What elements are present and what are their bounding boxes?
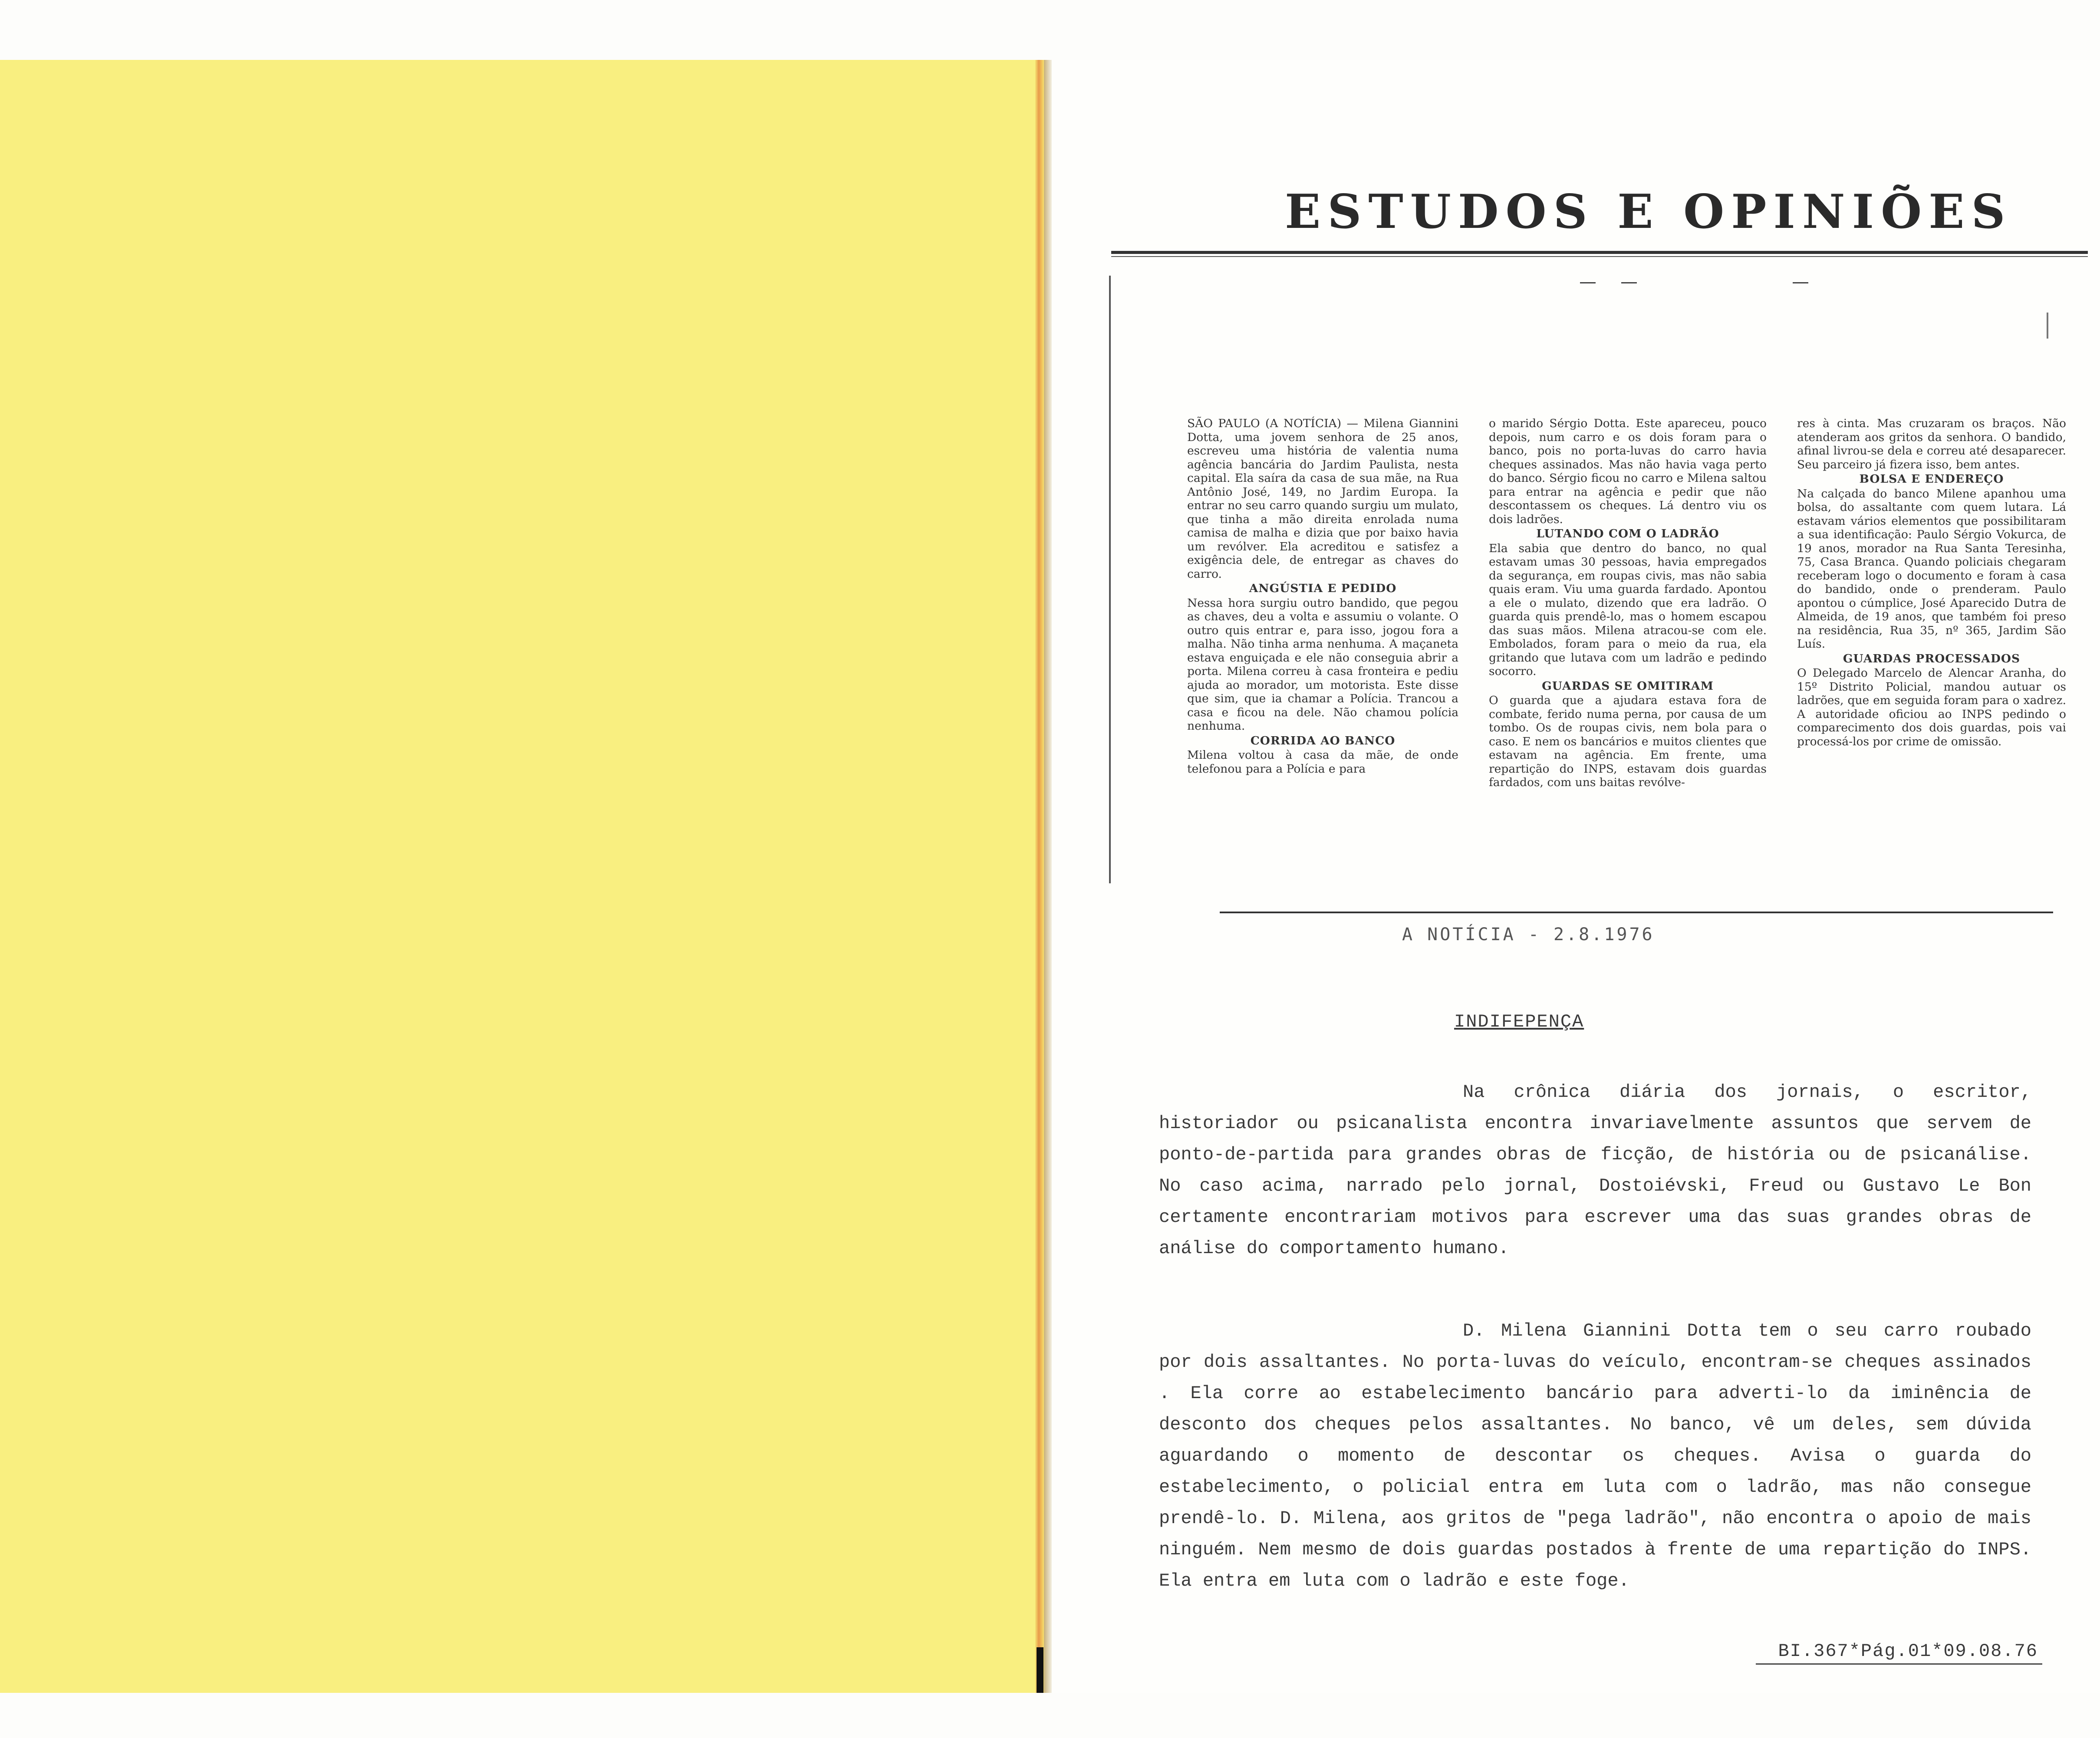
clipping-subheading: LUTANDO COM O LADRÃO: [1536, 527, 1719, 540]
essay-title: INDIFEPENÇA: [1454, 1011, 1584, 1032]
clipping-paragraph: O Delegado Marcelo de Alencar Aranha, do 15º Distrito Policial, mandou autuar os ladrões, que em seguida foram para o xadrez. A autoridade oficiou ao INPS pedindo o comparecimento dos dois guardas, pois vai processá-los por crime de omissão.: [1797, 666, 2066, 748]
clipping-frame-line: [1109, 276, 1111, 883]
essay-paragraph-2: D. Milena Giannini Dotta tem o seu carro roubado por dois assaltantes. No porta-luvas do veículo, encontram-se cheques assinados . Ela corre ao estabelecimento bancário para adverti-lo da iminência de desconto dos cheques pelos assaltantes. No banco, vê um deles, sem dúvida aguardando o momento de descontar os cheques. Avisa o guarda do estabelecimento, o policial entra em luta com o ladrão, mas não consegue prendê-lo. D. Milena, aos gritos de "pega ladrão", não encontra o apoio de mais ninguém. Nem mesmo de dois guardas postados à frente de uma repartição do INPS. Ela entra em luta com o ladrão e este foge.: [1159, 1320, 2031, 1591]
essay-paragraph-1: Na crônica diária dos jornais, o escritor, historiador ou psicanalista encontra invariavelmente assuntos que servem de ponto-de-partida para grandes obras de ficção, de história ou de psicanálise. No caso acima, narrado pelo jornal, Dostoiévski, Freud ou Gustavo Le Bon certamente encontrariam motivos para escrever uma das suas grandes obras de análise do comportamento humano.: [1159, 1082, 2031, 1259]
clipping-source: A NOTÍCIA - 2.8.1976: [1402, 925, 1655, 945]
binding-shadow: [1044, 60, 1052, 1693]
clipping-paragraph: Nessa hora surgiu outro bandido, que pegou as chaves, deu a volta e assumiu o volante. O outro quis entrar e, para isso, jogou fora a malha. Não tinha arma nenhuma. A maçaneta estava enguiçada e ele não conseguia abrir a porta. Milena correu à casa fronteira e pediu ajuda ao morador, um motorista. Este disse que sim, que ia chamar a Polícia. Trancou a casa e ficou na dele. Não chamou polícia nenhuma.: [1187, 596, 1458, 733]
clipping-paragraph: O guarda que a ajudara estava fora de combate, ferido numa perna, por causa de um tombo. Os de roupas civis, nem bola para o caso. E nem os bancários e muitos clientes que estavam na agência. Em frente, uma repartição do INPS, estavam dois guardas fardados, com uns baitas revólve-: [1489, 694, 1767, 789]
clipping-subheading: BOLSA E ENDEREÇO: [1859, 472, 2004, 486]
header-rule-thin: [1111, 256, 2088, 257]
clipping-subheading: ANGÚSTIA E PEDIDO: [1249, 582, 1397, 595]
clipping-dash: [1621, 282, 1637, 283]
clipping-column-1: [1187, 417, 1458, 885]
clipping-frame-tick: [2047, 313, 2048, 339]
clipping-paragraph: res à cinta. Mas cruzaram os braços. Não atenderam aos gritos da senhora. O bandido, afinal livrou-se dela e correu até desaparecer. Seu parceiro já fizera isso, bem antes.: [1797, 417, 2066, 471]
yellow-blank-page: [0, 60, 1042, 1693]
newspaper-clipping: [1187, 417, 2066, 885]
header-rule: [1111, 251, 2088, 254]
clipping-dash: [1580, 282, 1596, 283]
clipping-dash: [1793, 282, 1808, 283]
clipping-subheading: GUARDAS SE OMITIRAM: [1542, 679, 1714, 693]
clipping-subheading: GUARDAS PROCESSADOS: [1843, 652, 2021, 665]
page-edge: [1035, 60, 1044, 1693]
clipping-subheading: CORRIDA AO BANCO: [1250, 734, 1396, 747]
clipping-column-3: [1797, 417, 2066, 885]
clipping-paragraph: SÃO PAULO (A NOTÍCIA) — Milena Giannini Dotta, uma jovem senhora de 25 anos, escreveu uma história de valentia numa agência bancária do Jardim Paulista, nesta capital. Ela saíra da casa de sua mãe, na Rua Antônio José, 149, no Jardim Europa. Ia entrar no seu carro quando surgiu um mulato, que tinha a mão direita enrolada numa camisa de malha e dizia que por baixo havia um revólver. Ela acreditou e satisfez a exigência dele, de entregar as chaves do carro.: [1187, 417, 1458, 581]
clipping-paragraph: Na calçada do banco Milene apanhou uma bolsa, do assaltante com quem lutara. Lá estavam vários elementos que possibilitaram a sua identificação: Paulo Sérgio Vokurca, de 19 anos, morador na Rua Santa Teresinha, 75, Casa Branca. Quando policiais chegaram receberam logo o documento e foram à casa do bandido, onde o prenderam. Paulo apontou o cúmplice, José Aparecido Dutra de Almeida, de 19 anos, que também foi preso na residência, Rua 35, nº 365, Jardim São Luís.: [1797, 487, 2066, 651]
binding-clip: [1037, 1647, 1043, 1693]
document-reference: BI.367*Pág.01*09.08.76: [1778, 1641, 2038, 1662]
clipping-paragraph: Ela sabia que dentro do banco, no qual estavam umas 30 pessoas, havia empregados da segurança, em roupas civis, mas não sabia quais eram. Viu uma guarda fardado. Apontou a ele o mulato, dizendo que era ladrão. O guarda quis prendê-lo, mas o homem escapou das suas mãos. Milena atracou-se com ele. Embolados, foram para o meio da rua, ela gritando que lutava com um ladrão e pedindo socorro.: [1489, 541, 1767, 678]
page-header-title: ESTUDOS E OPINIÕES: [1285, 184, 2012, 239]
clipping-bottom-rule: [1220, 912, 2053, 913]
clipping-paragraph: o marido Sérgio Dotta. Este apareceu, pouco depois, num carro e os dois foram para o banco, pois no porta-luvas do carro havia cheques assinados. Mas não havia vaga perto do banco. Sérgio ficou no carro e Milena saltou para entrar na agência e pedir que não descontassem os cheques. Lá dentro viu os dois ladrões.: [1489, 417, 1767, 526]
clipping-column-2: [1489, 417, 1767, 885]
footer-underline: [1756, 1663, 2042, 1665]
clipping-paragraph: Milena voltou à casa da mãe, de onde telefonou para a Polícia e para: [1187, 748, 1458, 776]
